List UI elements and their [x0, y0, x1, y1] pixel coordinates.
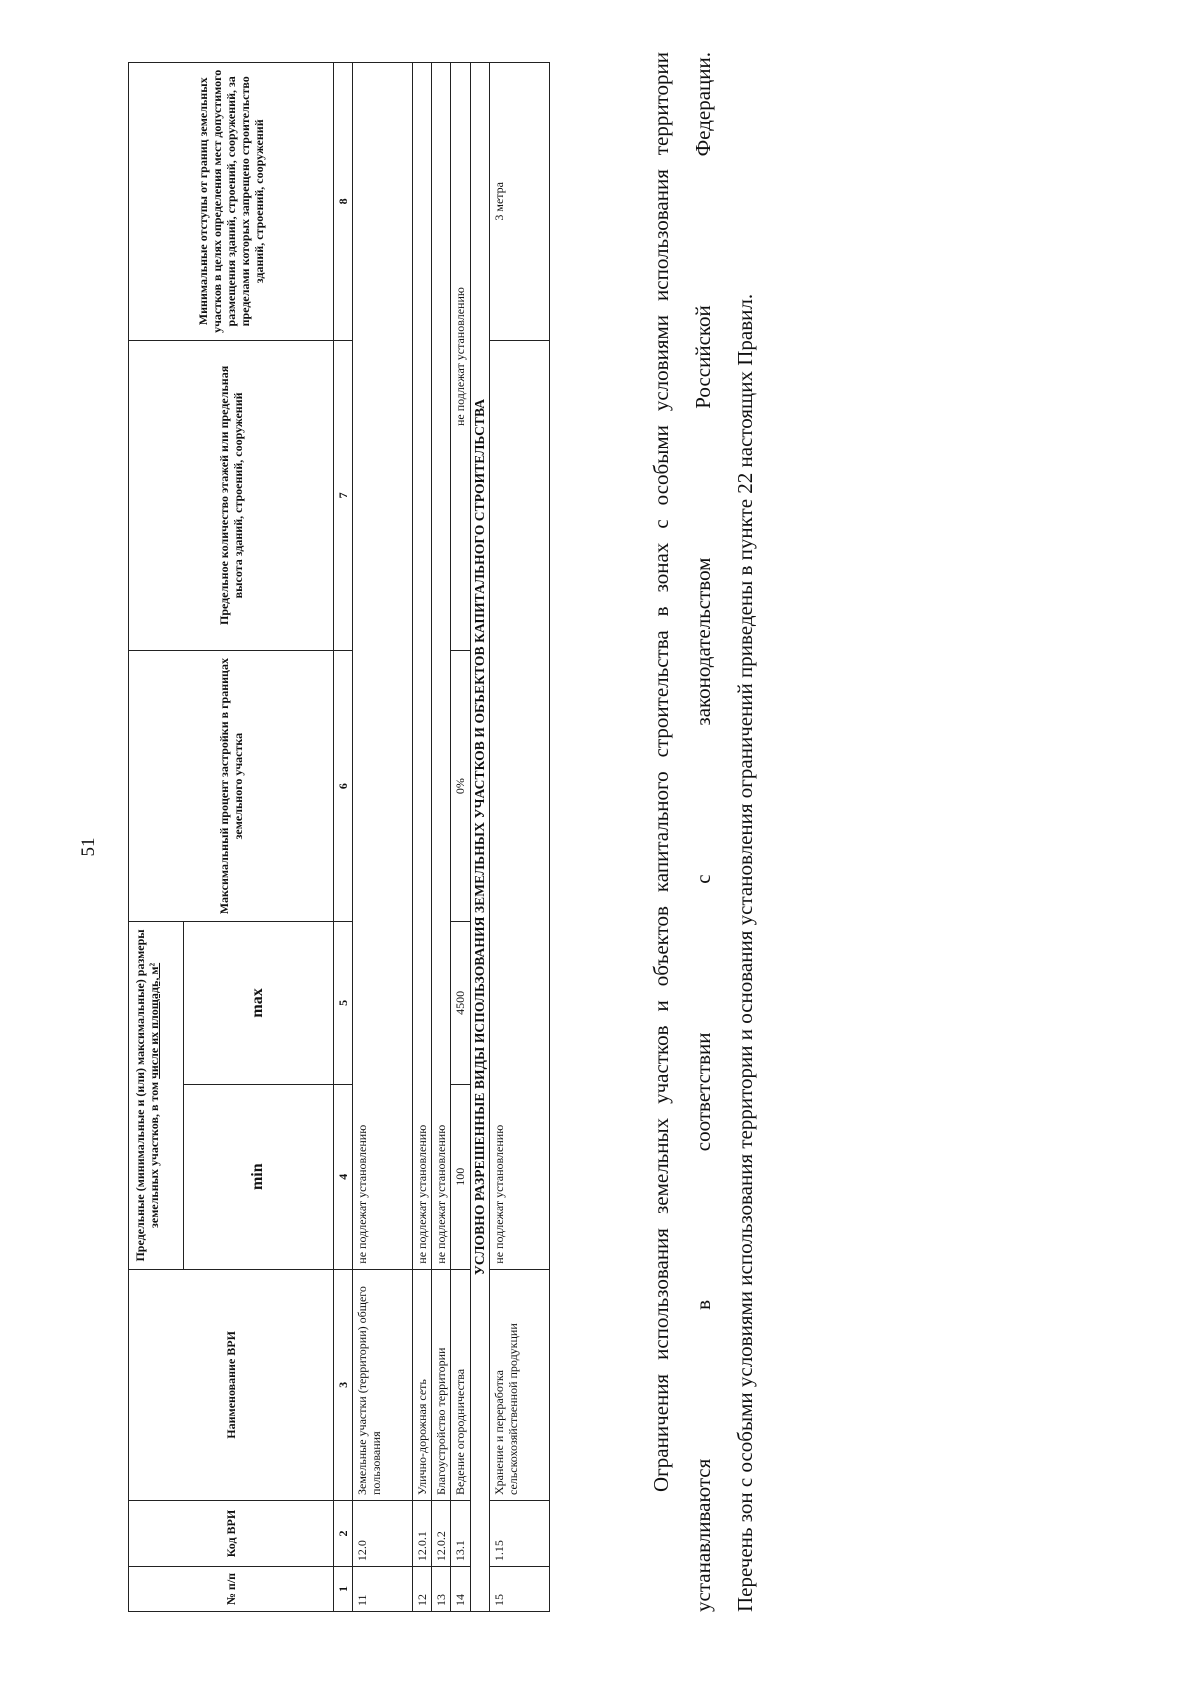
row-setback: 3 метра [489, 63, 549, 341]
header-name: Наименование ВРИ [129, 1269, 334, 1500]
row-code: 12.0.2 [432, 1501, 451, 1567]
page-number: 51 [78, 837, 99, 857]
row-value: не подлежат установлению [413, 63, 432, 1270]
table-row [451, 63, 470, 1612]
row-min: 100 [451, 1084, 470, 1269]
row-name: Земельные участки (территории) общего пользования [353, 1269, 413, 1500]
row-num: 15 [489, 1567, 549, 1612]
column-number: 1 [334, 1567, 353, 1612]
row-name: Благоустройство территории [432, 1269, 451, 1500]
row-rest: не подлежат установлению [451, 63, 470, 651]
row-code: 13.1 [451, 1501, 470, 1567]
header-setbacks: Минимальные отступы от границ земельных участков в целях определения мест допустимого размещения зданий, строений, сооружений, за пределами которых запрещено строительство зданий, строений, сооружений [129, 63, 334, 341]
row-value: не подлежат установлению [432, 63, 451, 1270]
table-row [353, 63, 413, 1612]
row-value: не подлежат установлению [489, 340, 549, 1269]
row-max: 4500 [451, 922, 470, 1085]
header-percent: Максимальный процент застройки в границах земельного участка [129, 651, 334, 922]
table-row [432, 63, 451, 1612]
column-number: 2 [334, 1501, 353, 1567]
header-sizes-text: Предельные (минимальные и (или) максимальные) размеры земельных участков, в том [133, 929, 162, 1262]
row-num: 12 [413, 1567, 432, 1612]
header-floors: Предельное количество этажей или предельная высота зданий, строений, сооружений [129, 340, 334, 651]
row-name: Ведение огородничества [451, 1269, 470, 1500]
paragraph-zones-list: Перечень зон с особыми условиями использования территории и основания установления ограничений приведены в пункте 22 настоящих Правил. [733, 293, 757, 1612]
header-min: min [184, 1084, 334, 1269]
section-title: УСЛОВНО РАЗРЕШЕННЫЕ ВИДЫ ИСПОЛЬЗОВАНИЯ ЗЕМЕЛЬНЫХ УЧАСТКОВ И ОБЪЕКТОВ КАПИТАЛЬНОГО СТРОИТЕЛЬСТВА [470, 63, 489, 1612]
paragraph-restrictions: Ограничения использования земельных участков и объектов капитального строительства в зонах с особыми условиями использования территории устанавливаются в соответствии с законодательством Российской Федерации. [649, 52, 715, 1612]
row-code: 1.15 [489, 1501, 549, 1567]
header-row-1 [129, 63, 184, 1612]
regulations-table [128, 62, 550, 1612]
header-sizes-area: числе их площадь, м² [147, 962, 162, 1079]
column-number: 7 [334, 340, 353, 651]
row-code: 12.0.1 [413, 1501, 432, 1567]
table-row [489, 63, 549, 1612]
column-number: 4 [334, 1084, 353, 1269]
column-number: 8 [334, 63, 353, 341]
row-num: 11 [353, 1567, 413, 1612]
column-numbers-row [334, 63, 353, 1612]
header-num: № п/п [129, 1567, 334, 1612]
header-max: max [184, 922, 334, 1085]
body-text [640, 52, 766, 1612]
column-number: 6 [334, 651, 353, 922]
row-code: 12.0 [353, 1501, 413, 1567]
row-name: Улично-дорожная сеть [413, 1269, 432, 1500]
column-number: 3 [334, 1269, 353, 1500]
row-name: Хранение и переработка сельскохозяйственной продукции [489, 1269, 549, 1500]
section-row [470, 63, 489, 1612]
row-num: 13 [432, 1567, 451, 1612]
header-sizes [129, 922, 184, 1270]
row-value: не подлежат установлению [353, 63, 413, 1270]
row-num: 14 [451, 1567, 470, 1612]
table-row [413, 63, 432, 1612]
column-number: 5 [334, 922, 353, 1085]
header-code: Код ВРИ [129, 1501, 334, 1567]
row-percent: 0% [451, 651, 470, 922]
